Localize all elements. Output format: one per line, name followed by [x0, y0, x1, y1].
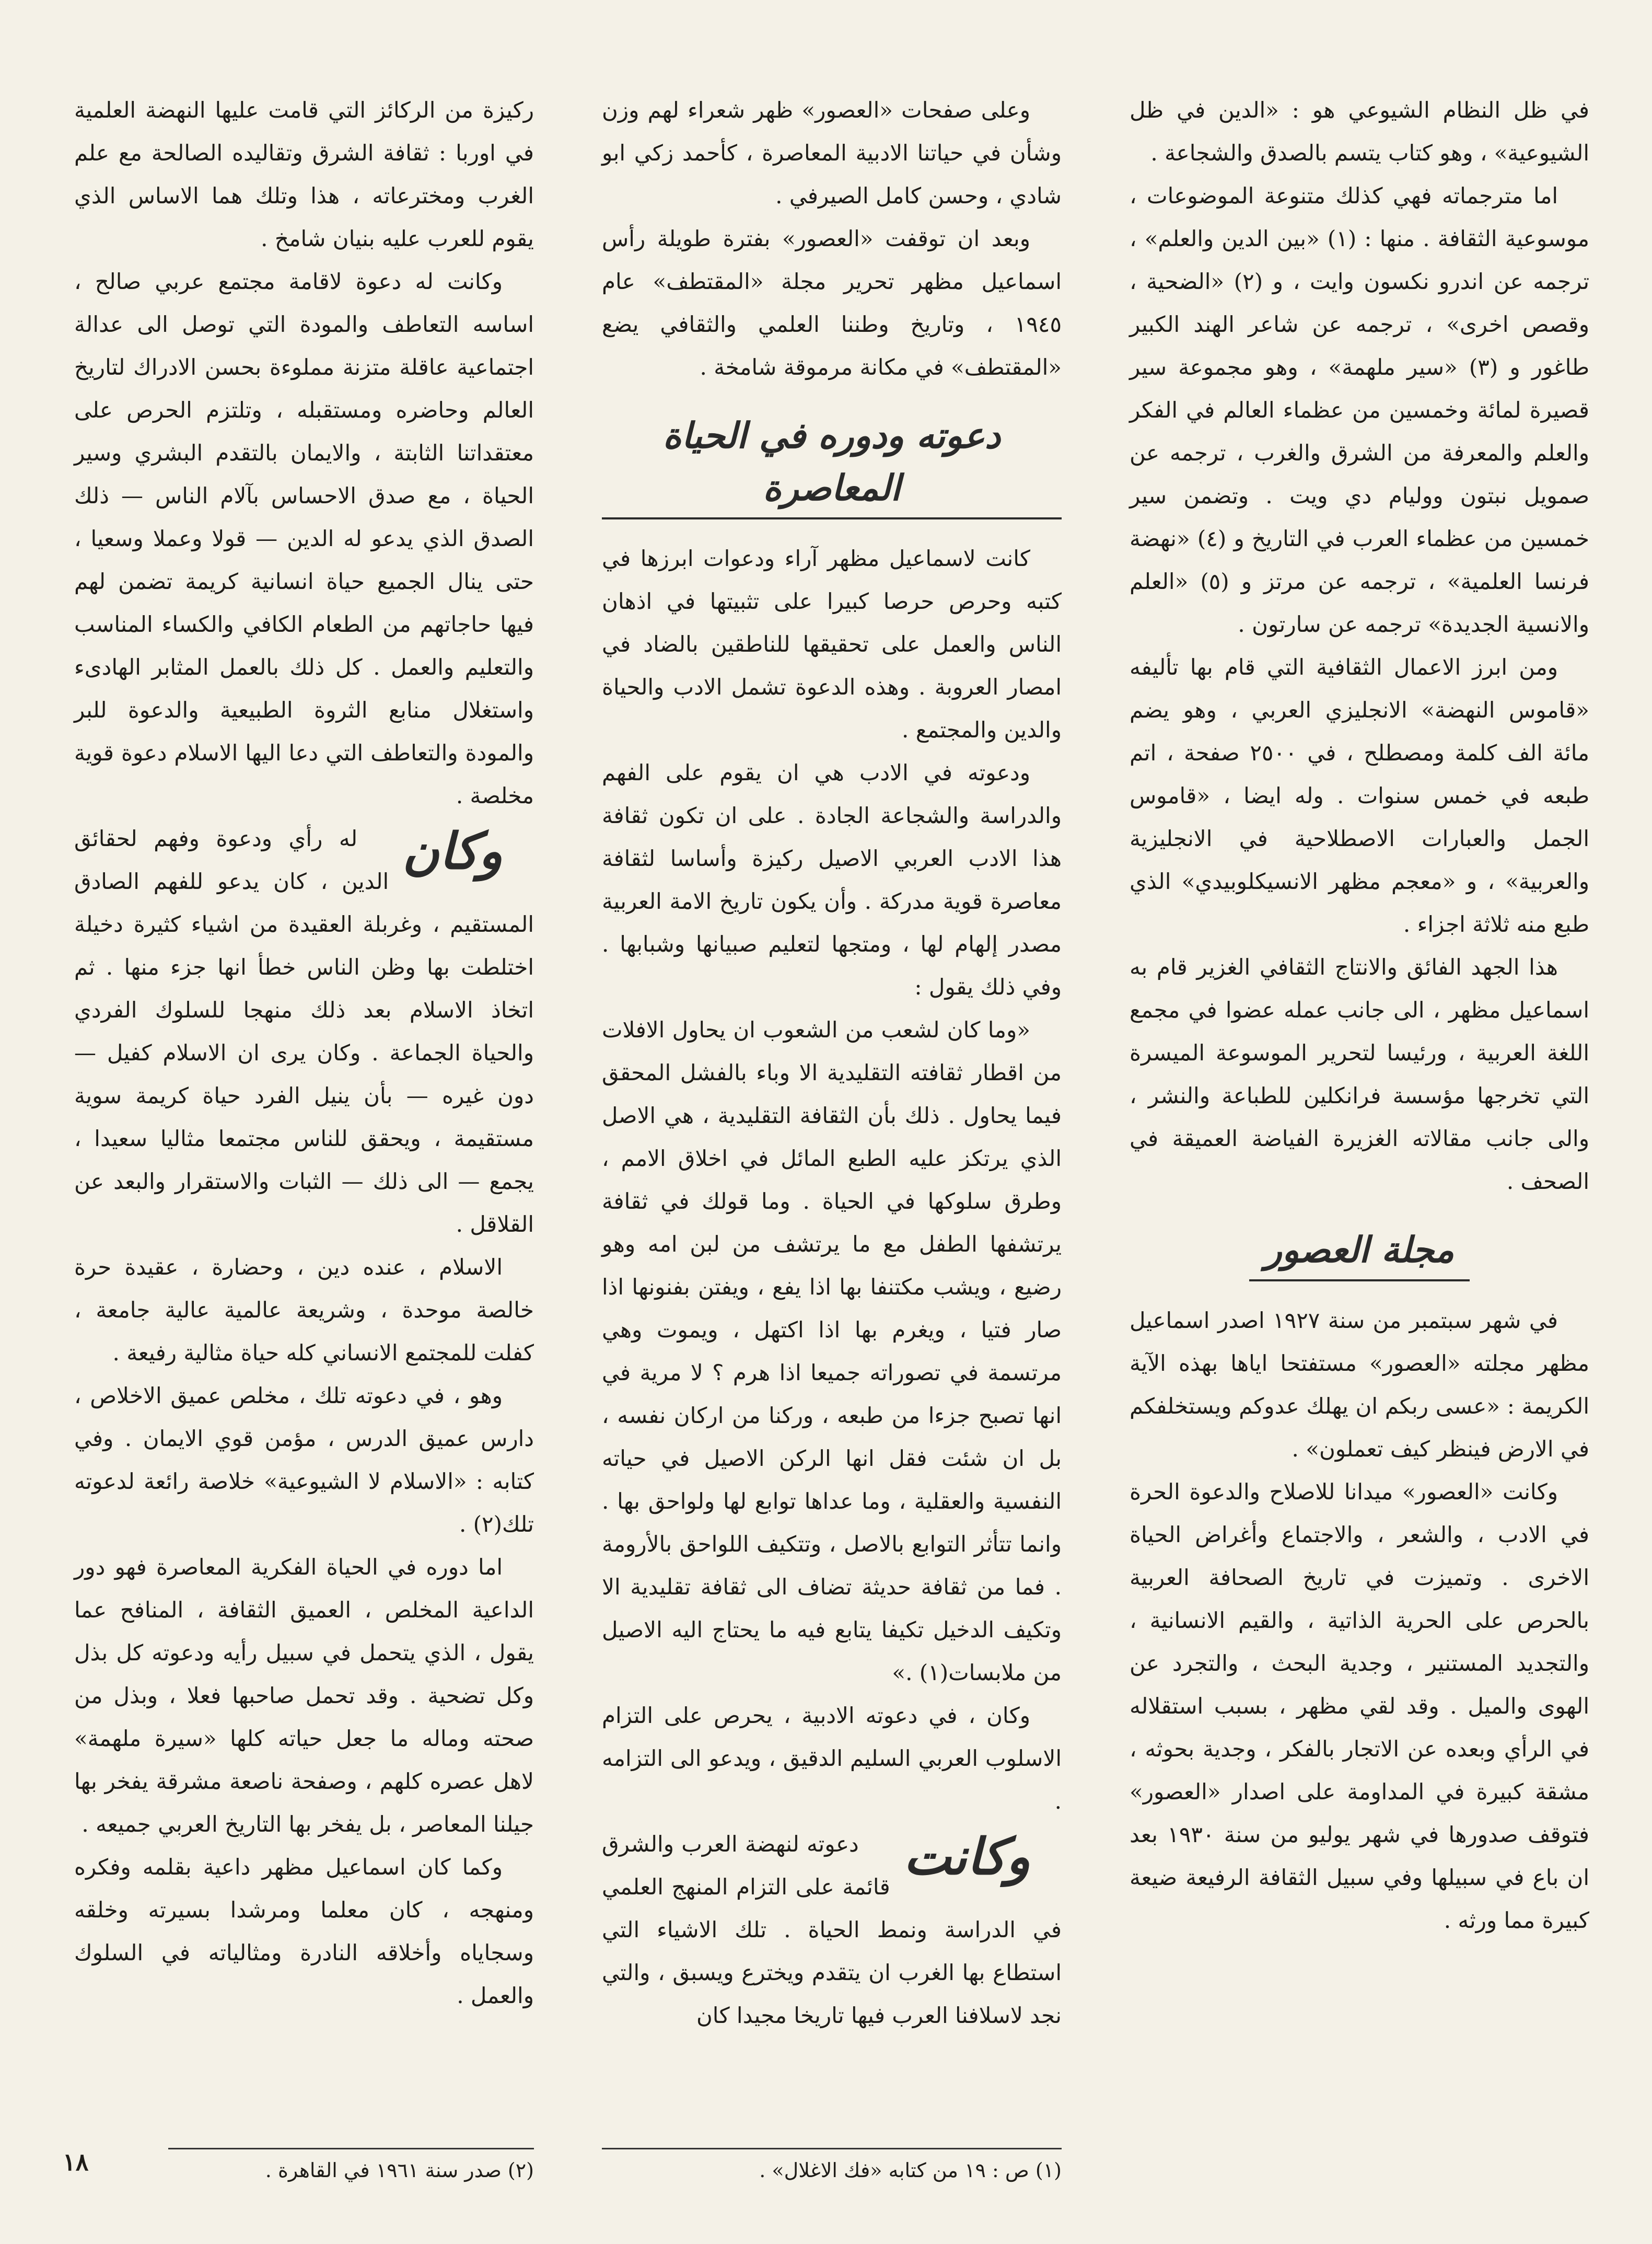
footnote-2: (٢) صدر سنة ١٩٦١ في القاهرة .: [168, 2148, 534, 2186]
paragraph: وبعد ان توقفت «العصور» بفترة طويلة رأس اسماعيل مظهر تحرير مجلة «المقتطف» عام ١٩٤٥ ، وتاريخ وطننا العلمي والثقافي يضع «المقتطف» في مكانة مرموقة شامخة .: [602, 226, 1062, 380]
paragraph: ركيزة من الركائز التي قامت عليها النهضة العلمية في اوربا : ثقافة الشرق وتقاليده الصالحة مع علم الغرب ومخترعاته ، هذا وتلك هما الاساس الذي يقوم للعرب عليه بنيان شامخ .: [74, 97, 534, 251]
paragraph: وعلى صفحات «العصور» ظهر شعراء لهم وزن وشأن في حياتنا الادبية المعاصرة ، كأحمد زكي ابو شادي ، وحسن كامل الصيرفي .: [602, 97, 1062, 209]
paragraph-body: له رأي ودعوة وفهم لحقائق الدين ، كان يدعو للفهم الصادق المستقيم ، وغربلة العقيدة من اشياء كثيرة دخيلة اختلطت بها وظن الناس خطأ انها جزء منها . ثم اتخاذ الاسلام بعد ذلك منهجا للسلوك الفردي والحياة الجماعة . وكان يرى ان الاسلام كفيل — دون غيره — بأن ينيل الفرد حياة كريمة سوية مستقيمة ، ويحقق للناس مجتمعا مثاليا سعيدا ، يجمع — الى ذلك — الثبات والاستقرار والبعد عن القلاقل .: [74, 826, 534, 1237]
article-column-left: [74, 89, 534, 2017]
paragraph-with-dropcap: [74, 817, 534, 1246]
paragraph: في شهر سبتمبر من سنة ١٩٢٧ اصدر اسماعيل مظهر مجلته «العصور» مستفتحا اياها بهذه الآية الكريمة : «عسى ربكم ان يهلك عدوكم ويستخلفكم في الارض فينظر كيف تعملون» .: [1130, 1308, 1589, 1462]
page-number: ١٨: [63, 2148, 89, 2176]
quotation-paragraph: «وما كان لشعب من الشعوب ان يحاول الافلات من اقطار ثقافته التقليدية الا وباء بالفشل المحقق فيما يحاول . ذلك بأن الثقافة التقليدية ، هي الاصل الذي يرتكز عليه الطبع المائل في اخلاق الامم ، وطرق سلوكها في الحياة . وما قولك في ثقافة يرتشفها الطفل مع ما يرتشف من لبن امه وهو رضيع ، ويشب مكتنفا بها اذا يفع ، ويفتن بفنونها اذا صار فتيا ، ويغرم بها اذا اكتهل ، ويموت وهي مرتسمة في تصوراته جميعا اذا هرم ؟ لا مرية في انها تصبح جزءا من طبعه ، وركنا من اركان نفسه ، بل ان شئت فقل انها الركن الاصيل في حياته النفسية والعقلية ، وما عداها توابع لها ولواحق بها . وانما تتأثر التوابع بالاصل ، وتتكيف اللواحق بالأرومة . فما من ثقافة حديثة تضاف الى ثقافة تقليدية الا وتكيف الدخيل تكيفا يتابع فيه ما يحتاج اليه الاصيل من ملابسات(١) .»: [602, 1017, 1062, 1685]
paragraph: اما دوره في الحياة الفكرية المعاصرة فهو دور الداعية المخلص ، العميق الثقافة ، المنافح عما يقول ، الذي يتحمل في سبيل رأيه ودعوته كل بذل وكل تضحية . وقد تحمل صاحبها فعلا ، وبذل من صحته وماله ما جعل حياته كلها «سيرة ملهمة» لاهل عصره كلهم ، وصفحة ناصعة مشرقة يفخر بها جيلنا المعاصر ، بل يفخر بها التاريخ العربي جميعه .: [74, 1554, 534, 1837]
section-heading-al-usur: [1130, 1224, 1589, 1281]
section-heading-text: دعوته ودوره في الحياة المعاصرة: [602, 410, 1062, 519]
paragraph: وكما كان اسماعيل مظهر داعية بقلمه وفكره ومنهجه ، كان معلما ومرشدا بسيرته وخلقه وسجاياه وأخلاقه النادرة ومثالياته في السلوك والعمل .: [74, 1854, 534, 2008]
paragraph: في ظل النظام الشيوعي هو : «الدين في ظل الشيوعية» ، وهو كتاب يتسم بالصدق والشجاعة .: [1130, 97, 1589, 166]
paragraph: وكانت له دعوة لاقامة مجتمع عربي صالح ، اساسه التعاطف والمودة التي توصل الى عدالة اجتماعية عاقلة متزنة مملوءة بحسن الادراك لتاريخ العالم وحاضره ومستقبله ، وتلتزم الحرص على معتقداتنا الثابتة ، والايمان بالتقدم البشري وسير الحياة ، مع صدق الاحساس بآلام الناس — ذلك الصدق الذي يدعو له الدين — قولا وعملا وسعيا ، حتى ينال الجميع حياة انسانية كريمة تضمن لهم فيها حاجاتهم من الطعام الكافي والكساء المناسب والتعليم والعمل . كل ذلك بالعمل المثابر الهادىء واستغلال منابع الثروة الطبيعية والدعوة للبر والمودة والتعاطف التي دعا اليها الاسلام دعوة قوية مخلصة .: [74, 269, 534, 808]
article-column-middle: [602, 89, 1062, 2037]
paragraph: ودعوته في الادب هي ان يقوم على الفهم والدراسة والشجاعة الجادة . على ان تكون ثقافة هذا الادب العربي الاصيل ركيزة وأساسا لثقافة معاصرة قوية مدركة . وأن يكون تاريخ الامة العربية مصدر إلهام لها ، ومتجها لتعليم صبيانها وشبابها . وفي ذلك يقول :: [602, 760, 1062, 1000]
paragraph: وهو ، في دعوته تلك ، مخلص عميق الاخلاص ، دارس عميق الدرس ، مؤمن قوي الايمان . وفي كتابه : «الاسلام لا الشيوعية» خلاصة رائعة لدعوته تلك(٢) .: [74, 1383, 534, 1537]
paragraph-with-dropcap: [602, 1823, 1062, 2037]
paragraph: اما مترجماته فهي كذلك متنوعة الموضوعات ، موسوعية الثقافة . منها : (١) «بين الدين والعلم» ، ترجمه عن اندرو نكسون وايت ، و (٢) «الضحية ، وقصص اخرى» ، ترجمه عن شاعر الهند الكبير طاغور و (٣) «سير ملهمة» ، وهو مجموعة سير قصيرة لمائة وخمسين من عظماء العالم في الفكر والعلم والمعرفة من الشرق والغرب ، ترجمه عن صمويل نبتون ووليام دي ويت . وتضمن سير خمسين من عظماء العرب في التاريخ و (٤) «نهضة فرنسا العلمية» ، ترجمه عن مرتز و (٥) «العلم والانسية الجديدة» ترجمه عن سارتون .: [1130, 183, 1590, 637]
dropcap-word: وكان: [402, 822, 503, 881]
paragraph: ومن ابرز الاعمال الثقافية التي قام بها تأليفه «قاموس النهضة» الانجليزي العربي ، وهو يضم مائة الف كلمة ومصطلح ، في ٢٥٠٠ صفحة ، اتم طبعه في خمس سنوات . وله ايضا ، «قاموس الجمل والعبارات الاصطلاحية في الانجليزية والعربية» ، و «معجم مظهر الانسيكلوبيدي» الذي طبع منه ثلاثة اجزاء .: [1130, 654, 1589, 937]
paragraph: وكان ، في دعوته الادبية ، يحرص على التزام الاسلوب العربي السليم الدقيق ، ويدعو الى التزامه .: [602, 1703, 1062, 1814]
paragraph-body: دعوته لنهضة العرب والشرق قائمة على التزام المنهج العلمي في الدراسة ونمط الحياة . تلك الاشياء التي استطاع بها الغرب ان يتقدم ويخترع ويسبق ، والتي نجد لاسلافنا العرب فيها تاريخا مجيدا كان: [602, 1831, 1062, 2028]
article-column-right: [1130, 89, 1589, 1942]
paragraph: كانت لاسماعيل مظهر آراء ودعوات ابرزها في كتبه وحرص حرصا كبيرا على تثبيتها في اذهان الناس والعمل على تحقيقها للناطقين بالضاد في امصار العروبة . وهذه الدعوة تشمل الادب والحياة والدين والمجتمع .: [602, 546, 1062, 743]
paragraph: وكانت «العصور» ميدانا للاصلاح والدعوة الحرة في الادب ، والشعر ، والاجتماع وأغراض الحياة الاخرى . وتميزت في تاريخ الصحافة العربية بالحرص على الحرية الذاتية ، والقيم الانسانية ، والتجديد المستنير ، وجدية البحث ، والتجرد عن الهوى والميل . وقد لقي مظهر ، بسبب استقلاله في الرأي وبعده عن الاتجار بالفكر ، وجدية بحوثه ، مشقة كبيرة في المداومة على اصدار «العصور» فتوقف صدورها في شهر يوليو من سنة ١٩٣٠ بعد ان باع في سبيلها وفي سبيل الثقافة الرفيعة ضيعة كبيرة مما ورثه .: [1130, 1479, 1589, 1933]
footnote-1: (١) ص : ١٩ من كتابه «فك الاغلال» .: [602, 2148, 1062, 2186]
dropcap-word: وكانت: [903, 1827, 1030, 1886]
section-heading-his-call: [602, 410, 1062, 519]
paragraph: الاسلام ، عنده دين ، وحضارة ، عقيدة حرة خالصة موحدة ، وشريعة عالمية عالية جامعة ، كفلت للمجتمع الانساني كله حياة مثالية رفيعة .: [74, 1254, 534, 1366]
paragraph: هذا الجهد الفائق والانتاج الثقافي الغزير قام به اسماعيل مظهر ، الى جانب عمله عضوا في مجمع اللغة العربية ، ورئيسا لتحرير الموسوعة الميسرة التي تخرجها مؤسسة فرانكلين للطباعة والنشر ، والى جانب مقالاته الغزيرة الفياضة العميقة في الصحف .: [1130, 954, 1589, 1194]
section-heading-text: مجلة العصور: [1249, 1224, 1470, 1281]
